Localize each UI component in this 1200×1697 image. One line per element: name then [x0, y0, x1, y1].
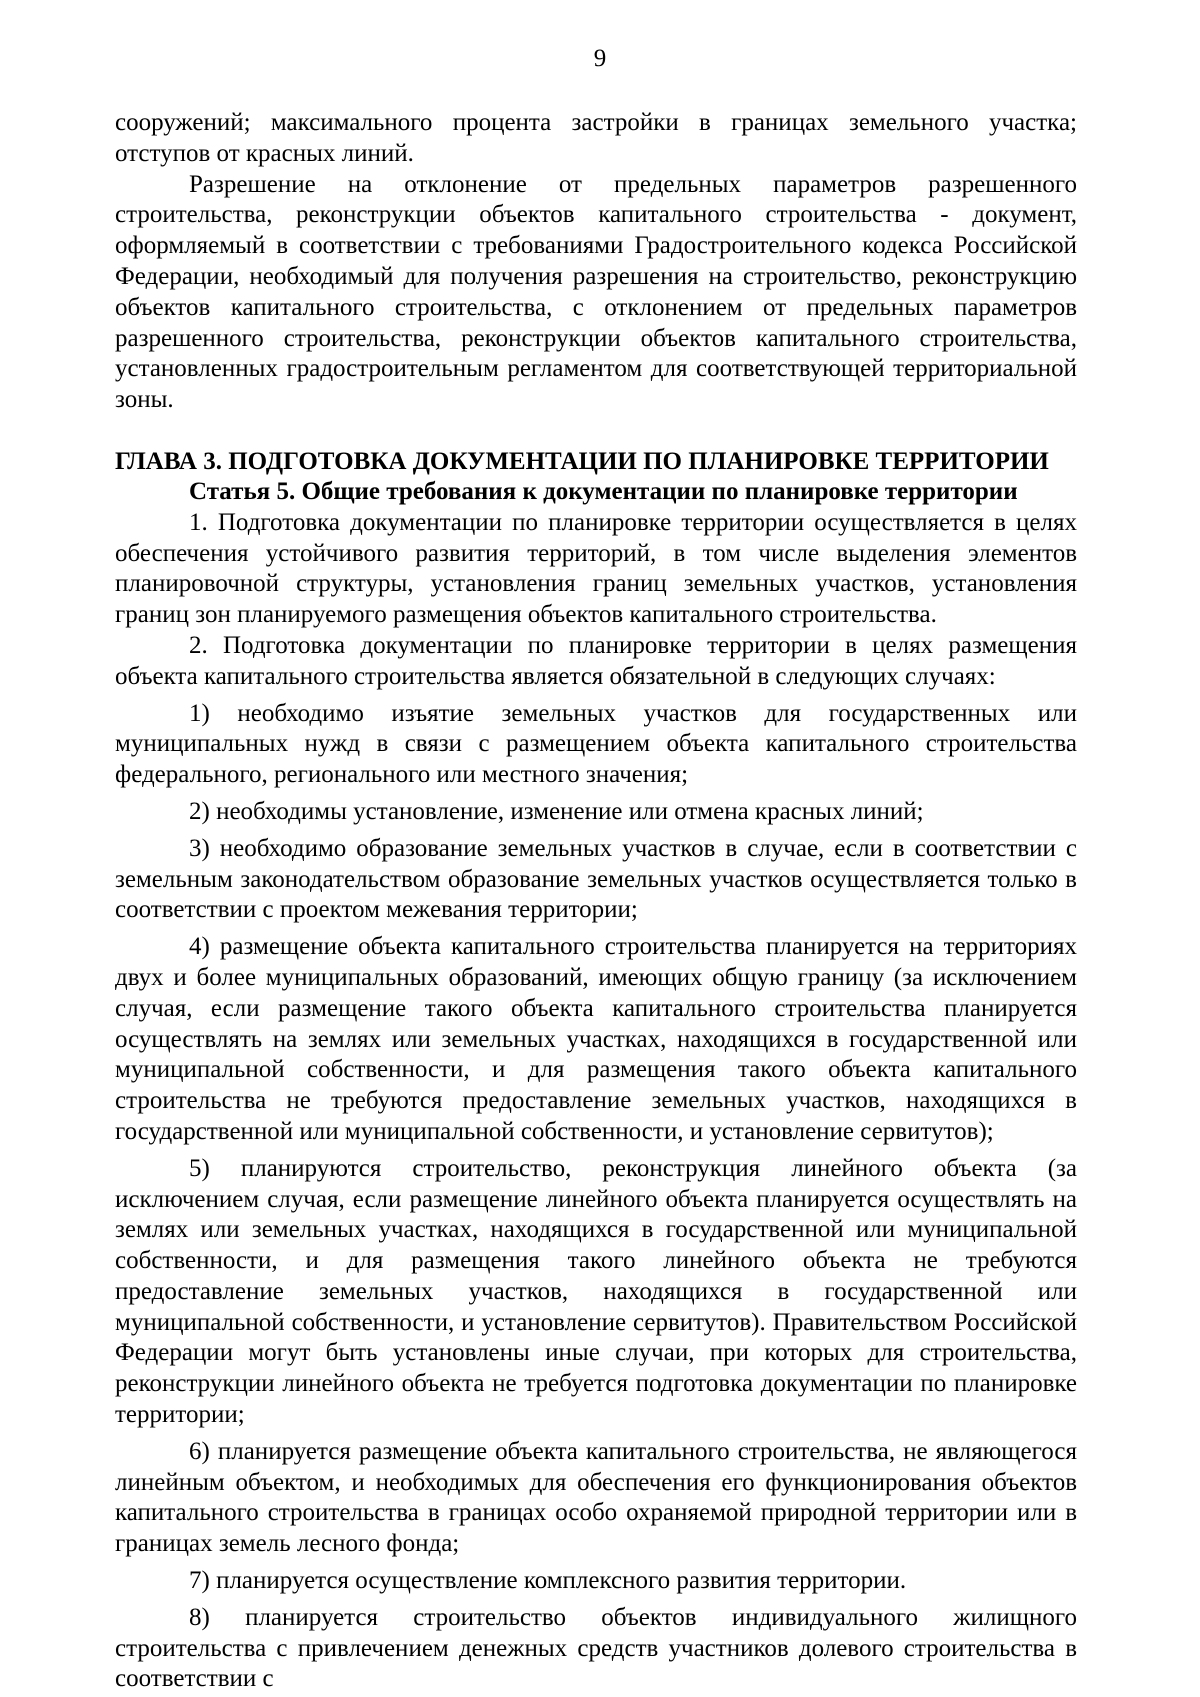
case-item-3: 3) необходимо образование земельных участков в случае, если в соответствии с земельным законодательством образование земельных участков осуществляется только в соответствии с проектом межевания территории; [115, 834, 1077, 924]
page-number: 9 [593, 45, 607, 72]
paragraph-deviation-permit: Разрешение на отклонение от предельных параметров разрешенного строительства, реконструкции объектов капитального строительства - документ, оформляемый в соответствии с требованиями Градостроительного кодекса Российской Федерации, необходимый для получения разрешения на строительство, реконструкцию объектов капитального строительства, с отклонением от предельных параметров разрешенного строительства, реконструкции объектов капитального строительства, установленных градостроительным регламентом для соответствующей территориальной зоны. [115, 170, 1077, 414]
case-item-1: 1) необходимо изъятие земельных участков для государственных или муниципальных нужд в связи с размещением объекта капитального строительства федерального, регионального или местного значения; [115, 699, 1077, 789]
chapter-heading: ГЛАВА 3. ПОДГОТОВКА ДОКУМЕНТАЦИИ ПО ПЛАНИРОВКЕ ТЕРРИТОРИИ [115, 447, 1049, 475]
paragraph-continuation: сооружений; максимального процента застройки в границах земельного участка; отступов от красных линий. [115, 109, 1077, 167]
article-paragraph-1: 1. Подготовка документации по планировке территории осуществляется в целях обеспечения устойчивого развития территорий, в том числе выделения элементов планировочной структуры, установления границ земельных участков, установления границ зон планируемого размещения объектов капитального строительства. [115, 508, 1077, 629]
case-item-4: 4) размещение объекта капитального строительства планируется на территориях двух и более муниципальных образований, имеющих общую границу (за исключением случая, если размещение такого объекта капитального строительства планируется осуществлять на землях или земельных участках, находящихся в государственной или муниципальной собственности, и для размещения такого объекта капитального строительства не требуются предоставление земельных участков, находящихся в государственной или муниципальной собственности, и установление сервитутов); [115, 933, 1077, 1145]
case-item-8: 8) планируется строительство объектов индивидуального жилищного строительства с привлечением денежных средств участников долевого строительства в соответствии с [115, 1603, 1077, 1693]
case-item-5: 5) планируются строительство, реконструкция линейного объекта (за исключением случая, если размещение линейного объекта планируется осуществлять на землях или земельных участках, находящихся в государственной или муниципальной собственности, и для размещения такого линейного объекта не требуются предоставление земельных участков, находящихся в государственной или муниципальной собственности, и установление сервитутов). Правительством Российской Федерации могут быть установлены иные случаи, при которых для строительства, реконструкции линейного объекта не требуется подготовка документации по планировке территории; [115, 1154, 1077, 1429]
document-body [115, 108, 1077, 1695]
article-heading: Статья 5. Общие требования к документации по планировке территории [189, 477, 1018, 505]
case-item-2: 2) необходимы установление, изменение или отмена красных линий; [189, 797, 924, 825]
case-item-7: 7) планируется осуществление комплексного развития территории. [189, 1567, 907, 1595]
case-item-6: 6) планируется размещение объекта капитального строительства, не являющегося линейным объектом, и необходимых для обеспечения его функционирования объектов капитального строительства в границах особо охраняемой природной территории или в границах земель лесного фонда; [115, 1437, 1077, 1558]
article-paragraph-2: 2. Подготовка документации по планировке территории в целях размещения объекта капитального строительства является обязательной в следующих случаях: [115, 631, 1077, 690]
